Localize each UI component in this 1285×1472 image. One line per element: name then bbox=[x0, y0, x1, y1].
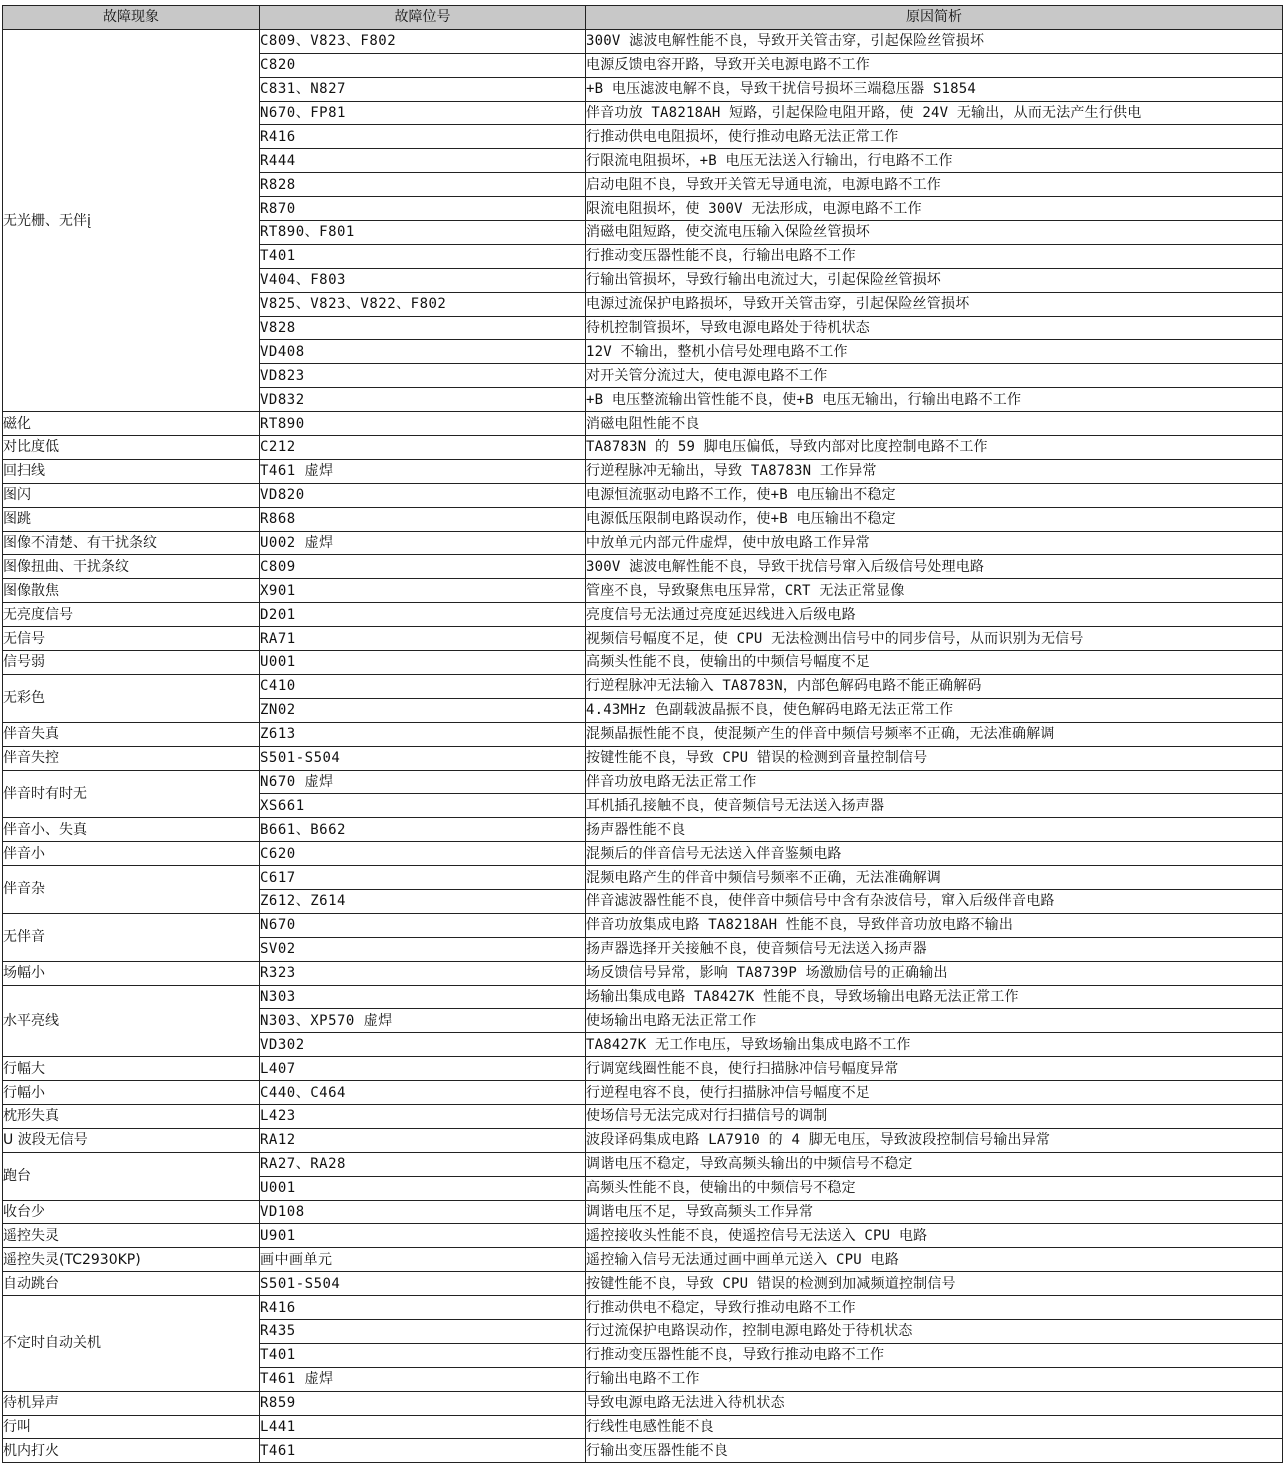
fault-cause-cell: 波段译码集成电路 LA7910 的 4 脚无电压，导致波段控制信号输出异常 bbox=[586, 1128, 1283, 1152]
fault-position-cell: N303 bbox=[260, 985, 586, 1009]
table-row bbox=[3, 985, 1283, 1009]
fault-cause-cell: 待机控制管损坏，导致电源电路处于待机状态 bbox=[586, 316, 1283, 340]
table-row bbox=[3, 1224, 1283, 1248]
fault-symptom-cell: 伴音失控 bbox=[3, 746, 260, 770]
table-row bbox=[3, 531, 1283, 555]
fault-symptom-cell: 回扫线 bbox=[3, 459, 260, 483]
fault-cause-cell: 对开关管分流过大，使电源电路不工作 bbox=[586, 364, 1283, 388]
fault-cause-cell: 遥控输入信号无法通过画中画单元送入 CPU 电路 bbox=[586, 1248, 1283, 1272]
table-row bbox=[3, 579, 1283, 603]
fault-cause-cell: 消磁电阻性能不良 bbox=[586, 412, 1283, 436]
fault-position-cell: VD820 bbox=[260, 483, 586, 507]
fault-symptom-cell: 图像不清楚、有干扰条纹 bbox=[3, 531, 260, 555]
fault-cause-cell: 300V 滤波电解性能不良，导致开关管击穿，引起保险丝管损坏 bbox=[586, 29, 1283, 53]
fault-position-cell: U002 虚焊 bbox=[260, 531, 586, 555]
fault-cause-cell: 按键性能不良，导致 CPU 错误的检测到音量控制信号 bbox=[586, 746, 1283, 770]
header-symptom: 故障现象 bbox=[3, 6, 260, 30]
fault-position-cell: B661、B662 bbox=[260, 818, 586, 842]
fault-cause-cell: 场输出集成电路 TA8427K 性能不良，导致场输出电路无法正常工作 bbox=[586, 985, 1283, 1009]
fault-position-cell: T461 虚焊 bbox=[260, 459, 586, 483]
fault-cause-cell: 4.43MHz 色副载波晶振不良，使色解码电路无法正常工作 bbox=[586, 698, 1283, 722]
fault-cause-cell: 电源低压限制电路误动作，使+B 电压输出不稳定 bbox=[586, 507, 1283, 531]
fault-position-cell: L423 bbox=[260, 1104, 586, 1128]
fault-symptom-cell: 图闪 bbox=[3, 483, 260, 507]
table-row bbox=[3, 1200, 1283, 1224]
table-row bbox=[3, 436, 1283, 460]
fault-table-body bbox=[3, 29, 1283, 1462]
fault-symptom-cell: 行幅小 bbox=[3, 1081, 260, 1105]
fault-cause-cell: 场反馈信号异常，影响 TA8739P 场激励信号的正确输出 bbox=[586, 961, 1283, 985]
fault-position-cell: C212 bbox=[260, 436, 586, 460]
fault-cause-cell: 混频电路产生的伴音中频信号频率不正确，无法准确解调 bbox=[586, 866, 1283, 890]
table-row bbox=[3, 412, 1283, 436]
fault-cause-cell: 行调宽线圈性能不良，使行扫描脉冲信号幅度异常 bbox=[586, 1057, 1283, 1081]
fault-cause-cell: 行逆程电容不良，使行扫描脉冲信号幅度不足 bbox=[586, 1081, 1283, 1105]
fault-position-cell: Z613 bbox=[260, 722, 586, 746]
fault-symptom-cell: 无光栅、无伴į bbox=[3, 29, 260, 411]
fault-position-cell: XS661 bbox=[260, 794, 586, 818]
fault-cause-cell: 消磁电阻短路，使交流电压输入保险丝管损坏 bbox=[586, 221, 1283, 245]
fault-position-cell: R868 bbox=[260, 507, 586, 531]
table-row bbox=[3, 674, 1283, 698]
table-row bbox=[3, 29, 1283, 53]
fault-symptom-cell: 收台少 bbox=[3, 1200, 260, 1224]
fault-symptom-cell: 伴音小、失真 bbox=[3, 818, 260, 842]
fault-cause-cell: 行输出管损坏，导致行输出电流过大，引起保险丝管损坏 bbox=[586, 268, 1283, 292]
fault-position-cell: R416 bbox=[260, 125, 586, 149]
fault-position-cell: U901 bbox=[260, 1224, 586, 1248]
fault-position-cell: RA27、RA28 bbox=[260, 1152, 586, 1176]
table-row bbox=[3, 842, 1283, 866]
fault-position-cell: R859 bbox=[260, 1391, 586, 1415]
fault-position-cell: VD832 bbox=[260, 388, 586, 412]
table-row bbox=[3, 961, 1283, 985]
fault-position-cell: 画中画单元 bbox=[260, 1248, 586, 1272]
fault-cause-cell: 伴音滤波器性能不良，使伴音中频信号中含有杂波信号，窜入后级伴音电路 bbox=[586, 889, 1283, 913]
fault-position-cell: RA71 bbox=[260, 627, 586, 651]
fault-position-cell: VD108 bbox=[260, 1200, 586, 1224]
fault-position-cell: R416 bbox=[260, 1296, 586, 1320]
fault-cause-cell: 扬声器选择开关接触不良，使音频信号无法送入扬声器 bbox=[586, 937, 1283, 961]
fault-symptom-cell: 伴音时有时无 bbox=[3, 770, 260, 818]
fault-symptom-cell: 行叫 bbox=[3, 1415, 260, 1439]
fault-cause-cell: 按键性能不良，导致 CPU 错误的检测到加减频道控制信号 bbox=[586, 1272, 1283, 1296]
fault-table bbox=[2, 5, 1283, 1463]
table-row bbox=[3, 1152, 1283, 1176]
fault-symptom-cell: 伴音小 bbox=[3, 842, 260, 866]
fault-cause-cell: 伴音功放集成电路 TA8218AH 性能不良，导致伴音功放电路不输出 bbox=[586, 913, 1283, 937]
fault-position-cell: C617 bbox=[260, 866, 586, 890]
fault-symptom-cell: 无彩色 bbox=[3, 674, 260, 722]
fault-position-cell: VD823 bbox=[260, 364, 586, 388]
fault-symptom-cell: 遥控失灵(TC2930KP) bbox=[3, 1248, 260, 1272]
fault-cause-cell: 电源过流保护电路损坏，导致开关管击穿，引起保险丝管损坏 bbox=[586, 292, 1283, 316]
fault-position-cell: X901 bbox=[260, 579, 586, 603]
fault-symptom-cell: 图像散焦 bbox=[3, 579, 260, 603]
fault-symptom-cell: 机内打火 bbox=[3, 1439, 260, 1463]
fault-position-cell: R435 bbox=[260, 1319, 586, 1343]
table-row bbox=[3, 1415, 1283, 1439]
fault-cause-cell: 高频头性能不良，使输出的中频信号不稳定 bbox=[586, 1176, 1283, 1200]
fault-cause-cell: 使场信号无法完成对行扫描信号的调制 bbox=[586, 1104, 1283, 1128]
table-row bbox=[3, 459, 1283, 483]
table-row bbox=[3, 1248, 1283, 1272]
table-row bbox=[3, 1391, 1283, 1415]
table-row bbox=[3, 603, 1283, 627]
fault-symptom-cell: 图跳 bbox=[3, 507, 260, 531]
fault-position-cell: V828 bbox=[260, 316, 586, 340]
table-row bbox=[3, 1296, 1283, 1320]
fault-position-cell: C831、N827 bbox=[260, 77, 586, 101]
fault-cause-cell: 导致电源电路无法进入待机状态 bbox=[586, 1391, 1283, 1415]
fault-symptom-cell: 待机异声 bbox=[3, 1391, 260, 1415]
table-row bbox=[3, 770, 1283, 794]
fault-position-cell: C809 bbox=[260, 555, 586, 579]
table-row bbox=[3, 507, 1283, 531]
fault-symptom-cell: 水平亮线 bbox=[3, 985, 260, 1057]
fault-symptom-cell: 伴音失真 bbox=[3, 722, 260, 746]
fault-cause-cell: TA8427K 无工作电压，导致场输出集成电路不工作 bbox=[586, 1033, 1283, 1057]
fault-position-cell: C620 bbox=[260, 842, 586, 866]
table-row bbox=[3, 746, 1283, 770]
fault-cause-cell: 行推动供电电阻损坏，使行推动电路无法正常工作 bbox=[586, 125, 1283, 149]
fault-symptom-cell: 对比度低 bbox=[3, 436, 260, 460]
fault-cause-cell: 使场输出电路无法正常工作 bbox=[586, 1009, 1283, 1033]
fault-cause-cell: +B 电压整流输出管性能不良，使+B 电压无输出，行输出电路不工作 bbox=[586, 388, 1283, 412]
fault-position-cell: N670 虚焊 bbox=[260, 770, 586, 794]
fault-cause-cell: 调谐电压不稳定，导致高频头输出的中频信号不稳定 bbox=[586, 1152, 1283, 1176]
fault-cause-cell: 300V 滤波电解性能不良，导致干扰信号窜入后级信号处理电路 bbox=[586, 555, 1283, 579]
fault-cause-cell: TA8783N 的 59 脚电压偏低，导致内部对比度控制电路不工作 bbox=[586, 436, 1283, 460]
fault-cause-cell: 限流电阻损坏，使 300V 无法形成，电源电路不工作 bbox=[586, 197, 1283, 221]
fault-position-cell: S501-S504 bbox=[260, 746, 586, 770]
fault-cause-cell: 行逆程脉冲无输出，导致 TA8783N 工作异常 bbox=[586, 459, 1283, 483]
fault-cause-cell: 电源反馈电容开路，导致开关电源电路不工作 bbox=[586, 53, 1283, 77]
fault-position-cell: ZN02 bbox=[260, 698, 586, 722]
fault-position-cell: N670、FP81 bbox=[260, 101, 586, 125]
header-position: 故障位号 bbox=[260, 6, 586, 30]
header-cause: 原因简析 bbox=[586, 6, 1283, 30]
fault-cause-cell: 行逆程脉冲无法输入 TA8783N，内部色解码电路不能正确解码 bbox=[586, 674, 1283, 698]
fault-cause-cell: 中放单元内部元件虚焊，使中放电路工作异常 bbox=[586, 531, 1283, 555]
table-row bbox=[3, 1081, 1283, 1105]
fault-position-cell: C820 bbox=[260, 53, 586, 77]
fault-position-cell: RT890、F801 bbox=[260, 221, 586, 245]
table-row bbox=[3, 913, 1283, 937]
fault-position-cell: R870 bbox=[260, 197, 586, 221]
fault-symptom-cell: 跑台 bbox=[3, 1152, 260, 1200]
fault-position-cell: S501-S504 bbox=[260, 1272, 586, 1296]
fault-position-cell: VD408 bbox=[260, 340, 586, 364]
fault-cause-cell: 遥控接收头性能不良，使遥控信号无法送入 CPU 电路 bbox=[586, 1224, 1283, 1248]
fault-cause-cell: 行输出电路不工作 bbox=[586, 1367, 1283, 1391]
fault-cause-cell: +B 电压滤波电解不良，导致干扰信号损坏三端稳压器 S1854 bbox=[586, 77, 1283, 101]
table-row bbox=[3, 555, 1283, 579]
fault-cause-cell: 调谐电压不足，导致高频头工作异常 bbox=[586, 1200, 1283, 1224]
fault-cause-cell: 伴音功放 TA8218AH 短路，引起保险电阻开路，使 24V 无输出，从而无法产生行供电 bbox=[586, 101, 1283, 125]
fault-cause-cell: 行推动供电不稳定，导致行推动电路不工作 bbox=[586, 1296, 1283, 1320]
fault-position-cell: C440、C464 bbox=[260, 1081, 586, 1105]
fault-symptom-cell: 无伴音 bbox=[3, 913, 260, 961]
table-row bbox=[3, 1272, 1283, 1296]
fault-position-cell: U001 bbox=[260, 1176, 586, 1200]
fault-position-cell: N303、XP570 虚焊 bbox=[260, 1009, 586, 1033]
fault-cause-cell: 混频晶振性能不良，使混频产生的伴音中频信号频率不正确，无法准确解调 bbox=[586, 722, 1283, 746]
fault-cause-cell: 亮度信号无法通过亮度延迟线进入后级电路 bbox=[586, 603, 1283, 627]
fault-cause-cell: 行过流保护电路误动作，控制电源电路处于待机状态 bbox=[586, 1319, 1283, 1343]
table-row bbox=[3, 1104, 1283, 1128]
fault-cause-cell: 启动电阻不良，导致开关管无导通电流，电源电路不工作 bbox=[586, 173, 1283, 197]
fault-position-cell: T401 bbox=[260, 1343, 586, 1367]
fault-position-cell: L441 bbox=[260, 1415, 586, 1439]
fault-symptom-cell: 无信号 bbox=[3, 627, 260, 651]
fault-cause-cell: 行线性电感性能不良 bbox=[586, 1415, 1283, 1439]
fault-cause-cell: 12V 不输出，整机小信号处理电路不工作 bbox=[586, 340, 1283, 364]
fault-position-cell: R444 bbox=[260, 149, 586, 173]
fault-position-cell: C410 bbox=[260, 674, 586, 698]
fault-cause-cell: 伴音功放电路无法正常工作 bbox=[586, 770, 1283, 794]
fault-cause-cell: 行推动变压器性能不良，行输出电路不工作 bbox=[586, 244, 1283, 268]
fault-cause-cell: 视频信号幅度不足，使 CPU 无法检测出信号中的同步信号，从而识别为无信号 bbox=[586, 627, 1283, 651]
fault-cause-cell: 电源恒流驱动电路不工作，使+B 电压输出不稳定 bbox=[586, 483, 1283, 507]
fault-symptom-cell: 行幅大 bbox=[3, 1057, 260, 1081]
table-row bbox=[3, 866, 1283, 890]
fault-cause-cell: 扬声器性能不良 bbox=[586, 818, 1283, 842]
table-row bbox=[3, 627, 1283, 651]
fault-cause-cell: 混频后的伴音信号无法送入伴音鉴频电路 bbox=[586, 842, 1283, 866]
fault-position-cell: D201 bbox=[260, 603, 586, 627]
fault-symptom-cell: 磁化 bbox=[3, 412, 260, 436]
fault-position-cell: V825、V823、V822、F802 bbox=[260, 292, 586, 316]
fault-position-cell: RT890 bbox=[260, 412, 586, 436]
fault-position-cell: RA12 bbox=[260, 1128, 586, 1152]
fault-symptom-cell: 枕形失真 bbox=[3, 1104, 260, 1128]
table-row bbox=[3, 1439, 1283, 1463]
fault-position-cell: SV02 bbox=[260, 937, 586, 961]
table-row bbox=[3, 722, 1283, 746]
fault-symptom-cell: 伴音杂 bbox=[3, 866, 260, 914]
fault-cause-cell: 行限流电阻损坏，+B 电压无法送入行输出，行电路不工作 bbox=[586, 149, 1283, 173]
fault-symptom-cell: 不定时自动关机 bbox=[3, 1296, 260, 1392]
fault-position-cell: N670 bbox=[260, 913, 586, 937]
fault-cause-cell: 行推动变压器性能不良，导致行推动电路不工作 bbox=[586, 1343, 1283, 1367]
table-row bbox=[3, 818, 1283, 842]
fault-cause-cell: 管座不良，导致聚焦电压异常，CRT 无法正常显像 bbox=[586, 579, 1283, 603]
fault-symptom-cell: 遥控失灵 bbox=[3, 1224, 260, 1248]
fault-position-cell: V404、F803 bbox=[260, 268, 586, 292]
table-row bbox=[3, 1128, 1283, 1152]
fault-symptom-cell: 信号弱 bbox=[3, 651, 260, 675]
fault-position-cell: T401 bbox=[260, 244, 586, 268]
fault-position-cell: U001 bbox=[260, 651, 586, 675]
fault-position-cell: R323 bbox=[260, 961, 586, 985]
fault-cause-cell: 耳机插孔接触不良，使音频信号无法送入扬声器 bbox=[586, 794, 1283, 818]
table-row bbox=[3, 651, 1283, 675]
fault-position-cell: C809、V823、F802 bbox=[260, 29, 586, 53]
header-row bbox=[3, 6, 1283, 30]
fault-position-cell: T461 虚焊 bbox=[260, 1367, 586, 1391]
fault-cause-cell: 行输出变压器性能不良 bbox=[586, 1439, 1283, 1463]
fault-symptom-cell: 图像扭曲、干扰条纹 bbox=[3, 555, 260, 579]
table-row bbox=[3, 1057, 1283, 1081]
fault-symptom-cell: U 波段无信号 bbox=[3, 1128, 260, 1152]
fault-position-cell: R828 bbox=[260, 173, 586, 197]
fault-position-cell: T461 bbox=[260, 1439, 586, 1463]
fault-symptom-cell: 无亮度信号 bbox=[3, 603, 260, 627]
fault-cause-cell: 高频头性能不良，使输出的中频信号幅度不足 bbox=[586, 651, 1283, 675]
fault-symptom-cell: 自动跳台 bbox=[3, 1272, 260, 1296]
fault-position-cell: L407 bbox=[260, 1057, 586, 1081]
fault-position-cell: VD302 bbox=[260, 1033, 586, 1057]
fault-symptom-cell: 场幅小 bbox=[3, 961, 260, 985]
table-row bbox=[3, 483, 1283, 507]
fault-position-cell: Z612、Z614 bbox=[260, 889, 586, 913]
